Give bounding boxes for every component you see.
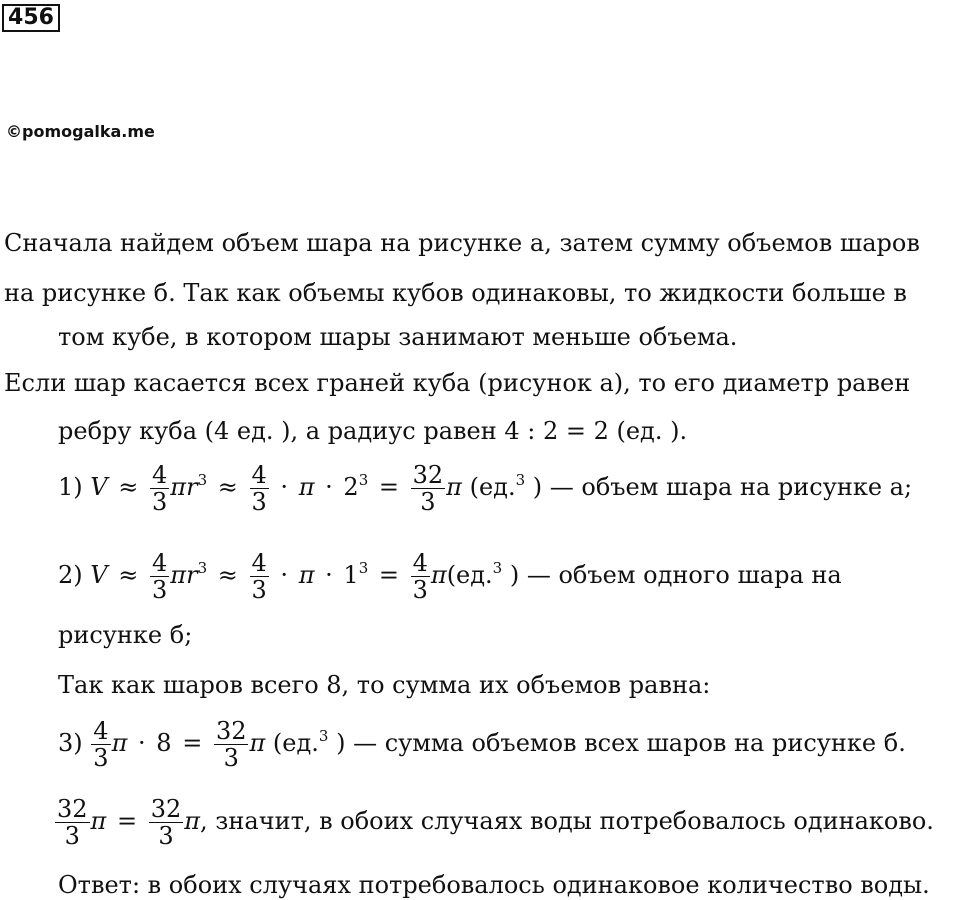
numerator: 32 xyxy=(215,717,247,745)
equals-sign: = xyxy=(378,473,399,501)
denominator: 3 xyxy=(214,744,249,771)
numerator: 4 xyxy=(251,549,267,577)
radius-symbol: r xyxy=(186,561,198,589)
pi-symbol: π xyxy=(446,473,462,501)
denominator: 3 xyxy=(251,576,267,604)
numerator: 32 xyxy=(150,795,182,823)
fraction-4-3 xyxy=(411,550,430,603)
step-3-intro: Так как шаров всего 8, то сумма их объемов равна: xyxy=(58,671,711,699)
exponent: 3 xyxy=(197,559,208,577)
fraction-4-3 xyxy=(150,550,169,603)
fraction-4-3 xyxy=(250,462,269,515)
problem-number: 456 xyxy=(2,4,60,32)
numerator: 4 xyxy=(412,549,428,577)
volume-symbol: V xyxy=(90,561,108,589)
fraction-32-3 xyxy=(55,796,90,849)
base-number: 2 xyxy=(343,473,359,501)
approx-sign: ≈ xyxy=(118,561,139,589)
numerator: 4 xyxy=(93,717,109,745)
dot-sign: · xyxy=(137,729,146,757)
dot-sign: · xyxy=(280,473,289,501)
fraction-32-3 xyxy=(149,796,184,849)
pi-symbol: π xyxy=(111,729,128,757)
equals-sign: = xyxy=(378,561,399,589)
pi-symbol: π xyxy=(170,473,187,501)
fraction-4-3 xyxy=(250,550,269,603)
step-3 xyxy=(58,718,906,771)
denominator: 3 xyxy=(93,744,109,772)
fraction-4-3 xyxy=(91,718,110,771)
step-3-description: ) — сумма объемов всех шаров на рисунке б. xyxy=(336,729,906,757)
approx-sign: ≈ xyxy=(118,473,139,501)
unit-exponent: 3 xyxy=(515,471,526,489)
approx-sign: ≈ xyxy=(217,473,238,501)
unit-text: (ед. xyxy=(469,473,516,501)
numerator: 32 xyxy=(57,795,88,823)
radius-symbol: r xyxy=(186,473,198,501)
fraction-32-3 xyxy=(214,718,249,771)
volume-symbol: V xyxy=(90,473,108,501)
exponent: 3 xyxy=(358,471,369,489)
exponent: 3 xyxy=(358,559,369,577)
paragraph-1-line-2: на рисунке б. Так как объемы кубов одинаковы, то жидкости больше в xyxy=(4,279,907,307)
dot-sign: · xyxy=(325,561,333,589)
numerator: 4 xyxy=(251,461,267,489)
step-2 xyxy=(58,550,842,603)
denominator: 3 xyxy=(251,488,267,516)
pi-symbol: π xyxy=(184,807,201,835)
denominator: 3 xyxy=(55,822,90,849)
unit-exponent: 3 xyxy=(492,559,503,577)
pi-symbol: π xyxy=(298,473,315,501)
count-number: 8 xyxy=(156,729,172,757)
fraction-4-3 xyxy=(150,462,169,515)
paragraph-2-line-1: Если шар касается всех граней куба (рисунок а), то его диаметр равен xyxy=(4,369,911,397)
pi-symbol: π xyxy=(430,561,447,589)
step-1-label: 1) xyxy=(58,473,83,501)
paragraph-1-line-1: Сначала найдем объем шара на рисунке а, затем сумму объемов шаров xyxy=(4,229,920,257)
numerator: 4 xyxy=(152,461,168,489)
answer-line: Ответ: в обоих случаях потребовалось одинаковое количество воды. xyxy=(58,871,930,899)
fraction-32-3 xyxy=(411,462,446,515)
comparison-line xyxy=(54,796,934,849)
exponent: 3 xyxy=(197,471,208,489)
step-3-label: 3) xyxy=(58,729,83,757)
unit-text: (ед. xyxy=(272,729,319,757)
denominator: 3 xyxy=(152,488,168,516)
denominator: 3 xyxy=(412,576,428,604)
approx-sign: ≈ xyxy=(217,561,238,589)
step-1 xyxy=(58,462,912,515)
comparison-description: , значит, в обоих случаях воды потребовалось одинаково. xyxy=(200,807,934,835)
unit-exponent: 3 xyxy=(318,727,329,745)
dot-sign: · xyxy=(280,561,289,589)
base-number: 1 xyxy=(343,561,359,589)
step-1-description: ) — объем шара на рисунке а; xyxy=(532,473,913,501)
numerator: 4 xyxy=(152,549,168,577)
pi-symbol: π xyxy=(249,729,266,757)
step-2-label: 2) xyxy=(58,561,83,589)
pi-symbol: π xyxy=(170,561,187,589)
equals-sign: = xyxy=(182,729,203,757)
denominator: 3 xyxy=(152,576,168,604)
denominator: 3 xyxy=(149,822,184,849)
pi-symbol: π xyxy=(90,807,107,835)
denominator: 3 xyxy=(411,488,446,515)
step-2-description: ) — объем одного шара на xyxy=(509,561,842,589)
numerator: 32 xyxy=(412,461,444,489)
unit-text: (ед. xyxy=(446,561,493,589)
paragraph-1-line-3: том кубе, в котором шары занимают меньше объема. xyxy=(58,323,738,351)
step-2-continuation: рисунке б; xyxy=(58,621,193,649)
dot-sign: · xyxy=(325,473,333,501)
equals-sign: = xyxy=(116,807,138,835)
paragraph-2-line-2: ребру куба (4 ед. ), а радиус равен 4 : 2 = 2 (ед. ). xyxy=(58,417,688,445)
pi-symbol: π xyxy=(298,561,315,589)
watermark: ©pomogalka.me xyxy=(6,122,155,141)
